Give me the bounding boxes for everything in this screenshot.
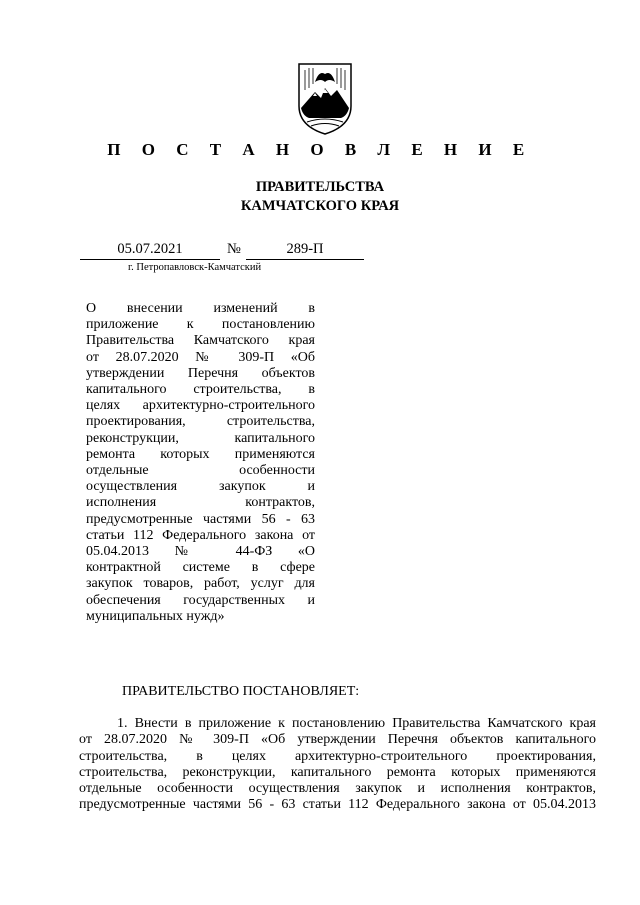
number-sign: № (227, 241, 241, 257)
subject-line: исполнения контрактов, (86, 495, 315, 511)
subject-line: предусмотренные частями 56 - 63 (86, 511, 315, 527)
subject-line: О внесении изменений в (86, 301, 315, 316)
body-line: строительства, в целях архитектурно-строительного проектирования, (79, 748, 596, 764)
subject-line: реконструкции, капитального (86, 430, 315, 446)
subject-line: статьи 112 Федерального закона от (86, 527, 315, 543)
subject-line: осуществления закупок и (86, 479, 315, 495)
resolution-heading: ПРАВИТЕЛЬСТВО ПОСТАНОВЛЯЕТ: (122, 684, 360, 699)
authority-line-2: КАМЧАТСКОГО КРАЯ (240, 198, 400, 214)
issuing-authority (0, 178, 640, 216)
body-line: строительства, реконструкции, капитального ремонта которых применяются (79, 764, 596, 780)
subject-line: ремонта которых применяются (86, 446, 315, 462)
body-line: 1. Внести в приложение к постановлению Правительства Камчатского края (117, 716, 596, 731)
body-line: предусмотренные частями 56 - 63 статьи 112 Федерального закона от 05.04.2013 (79, 797, 596, 813)
body-line: от 28.07.2020 № 309-П «Об утверждении Перечня объектов капитального (79, 732, 596, 748)
subject-line: от 28.07.2020 № 309-П «Об (86, 349, 315, 365)
subject-line: муниципальных нужд» (86, 608, 225, 624)
subject-line: утверждении Перечня объектов (86, 365, 315, 381)
subject-line: проектирования, строительства, (86, 414, 315, 430)
document-subject (86, 301, 315, 625)
subject-line: отдельные особенности (86, 463, 315, 479)
kamchatka-coat-of-arms-icon (295, 60, 355, 136)
subject-line: контрактной системе в сфере (86, 560, 315, 576)
authority-line-1: ПРАВИТЕЛЬСТВА (255, 179, 385, 195)
subject-line: закупок товаров, работ, услуг для (86, 576, 315, 592)
body-line: отдельные особенности осуществления закупок и исполнения контрактов, (79, 781, 596, 797)
body-paragraph-1 (79, 716, 596, 814)
subject-line: Правительства Камчатского края (86, 333, 315, 349)
document-number: 289-П (246, 241, 364, 260)
subject-line: обеспечения государственных и (86, 592, 315, 608)
subject-line: капитального строительства, в (86, 382, 315, 398)
document-city: г. Петропавловск-Камчатский (128, 262, 262, 273)
document-date: 05.07.2021 (80, 241, 220, 260)
subject-line: 05.04.2013 № 44-ФЗ «О (86, 544, 315, 560)
subject-line: приложение к постановлению (86, 317, 315, 333)
subject-line: целях архитектурно-строительного (86, 398, 315, 414)
document-type-title: П О С Т А Н О В Л Е Н И Е (107, 140, 533, 159)
